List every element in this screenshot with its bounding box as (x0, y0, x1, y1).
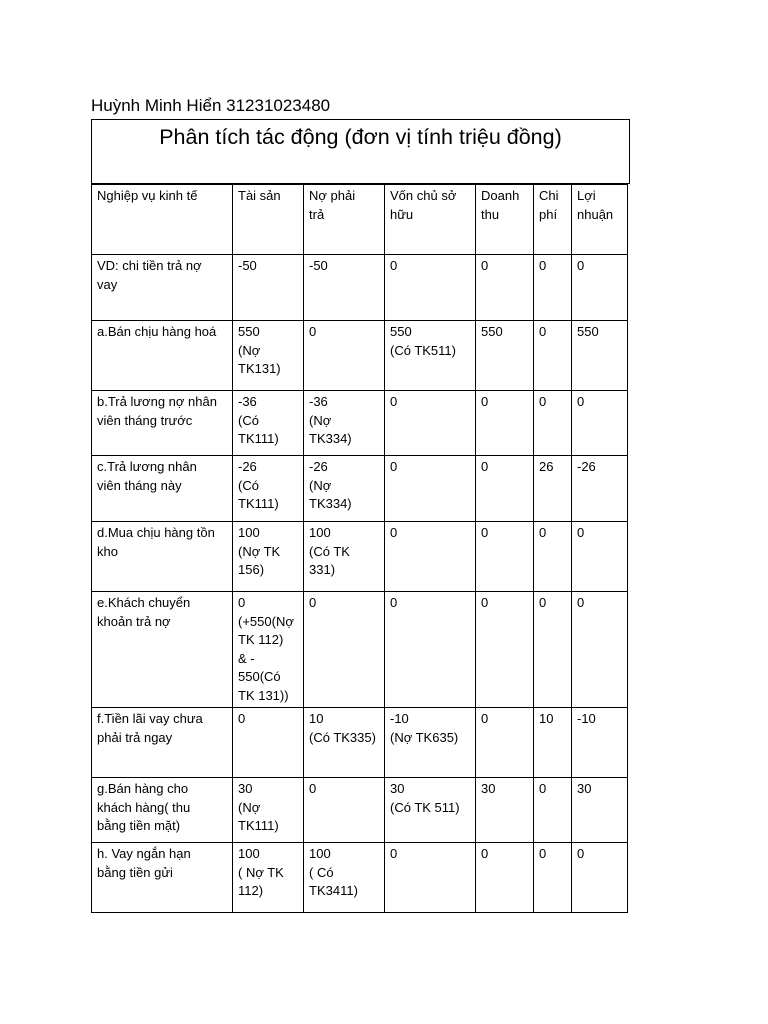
impact-analysis-table (91, 184, 628, 913)
cell-line: Lợi (577, 188, 596, 203)
cell-equity (385, 255, 476, 321)
cell-line: 0 (481, 459, 489, 474)
cell-line: 0 (539, 258, 547, 273)
cell-line: 550 (481, 324, 503, 339)
cell-line: 0 (577, 525, 585, 540)
cell-profit (572, 321, 628, 391)
table-row (92, 456, 628, 522)
cell-liabilities (304, 778, 385, 843)
cell-transaction (92, 843, 233, 913)
cell-line: TK3411) (309, 883, 358, 898)
cell-line: 26 (539, 459, 554, 474)
cell-equity (385, 456, 476, 522)
cell-line: TK111) (238, 431, 279, 446)
cell-line: trả (309, 206, 325, 222)
cell-liabilities (304, 708, 385, 778)
cell-assets (233, 321, 304, 391)
cell-line: 0 (390, 258, 398, 273)
cell-revenue (476, 321, 534, 391)
table-row (92, 843, 628, 913)
cell-transaction (92, 456, 233, 522)
cell-profit (572, 391, 628, 456)
cell-line: (Có TK 511) (390, 799, 460, 815)
cell-assets (233, 391, 304, 456)
cell-line: TK 131)) (238, 687, 289, 703)
cell-line: (Nợ (238, 342, 261, 358)
cell-line: 30 (577, 781, 592, 796)
cell-line: thu (481, 206, 500, 222)
header-cell-transaction (92, 185, 233, 255)
cell-line: 0 (390, 846, 398, 861)
cell-assets (233, 843, 304, 913)
cell-line: kho (97, 543, 118, 559)
cell-line: TK334) (309, 431, 352, 446)
cell-line: -10 (577, 711, 596, 726)
cell-line: viên tháng này (97, 477, 182, 493)
cell-line: 0 (390, 525, 398, 540)
cell-line: 0 (539, 394, 547, 409)
cell-transaction (92, 778, 233, 843)
cell-line: d.Mua chịu hàng tồn (97, 525, 215, 540)
cell-line: 0 (309, 324, 317, 339)
cell-revenue (476, 391, 534, 456)
cell-line: (Nợ (309, 477, 332, 493)
cell-line: 0 (539, 525, 547, 540)
table-row (92, 778, 628, 843)
cell-revenue (476, 255, 534, 321)
cell-line: (Có (238, 477, 259, 493)
cell-line: (Có TK335) (309, 729, 376, 745)
cell-line: 100 (238, 525, 260, 540)
table-row (92, 321, 628, 391)
cell-line: TK131) (238, 361, 281, 376)
header-cell-assets (233, 185, 304, 255)
cell-line: 156) (238, 562, 265, 577)
cell-line: 0 (481, 846, 489, 861)
cell-line: e.Khách chuyển (97, 595, 191, 610)
cell-transaction (92, 255, 233, 321)
cell-line: VD: chi tiền trả nợ (97, 258, 202, 273)
cell-line: 550 (577, 324, 599, 339)
cell-line: 0 (481, 394, 489, 409)
cell-line: nhuận (577, 206, 614, 222)
cell-expense (534, 708, 572, 778)
cell-line: 0 (390, 595, 398, 610)
table-row (92, 708, 628, 778)
cell-line: (Có TK511) (390, 342, 456, 358)
cell-liabilities (304, 592, 385, 708)
cell-line: TK 112) (238, 632, 284, 647)
cell-expense (534, 321, 572, 391)
cell-profit (572, 592, 628, 708)
table-header-row (92, 185, 628, 255)
cell-equity (385, 391, 476, 456)
cell-line: 100 (309, 846, 331, 861)
cell-line: b.Trả lương nợ nhân (97, 394, 217, 409)
cell-transaction (92, 321, 233, 391)
cell-line: (Nợ (238, 799, 261, 815)
cell-equity (385, 778, 476, 843)
cell-equity (385, 522, 476, 592)
cell-revenue (476, 708, 534, 778)
cell-assets (233, 778, 304, 843)
cell-transaction (92, 708, 233, 778)
cell-equity (385, 843, 476, 913)
cell-line: 100 (238, 846, 260, 861)
cell-line: ( Có (309, 864, 334, 880)
cell-line: 10 (309, 711, 324, 726)
header-cell-equity (385, 185, 476, 255)
cell-line: TK111) (238, 496, 279, 511)
cell-line: 0 (481, 525, 489, 540)
cell-transaction (92, 592, 233, 708)
cell-assets (233, 456, 304, 522)
cell-line: -26 (238, 459, 257, 474)
cell-line: hữu (390, 206, 414, 222)
cell-line: 0 (238, 595, 246, 610)
cell-profit (572, 255, 628, 321)
cell-equity (385, 592, 476, 708)
cell-line: 0 (481, 711, 489, 726)
cell-line: 0 (390, 459, 398, 474)
cell-line: a.Bán chịu hàng hoá (97, 324, 217, 339)
cell-line: & - (238, 650, 255, 666)
cell-line: 30 (238, 781, 253, 796)
cell-liabilities (304, 456, 385, 522)
cell-expense (534, 778, 572, 843)
cell-line: (Nợ TK (238, 543, 281, 559)
cell-line: (Có (238, 412, 259, 428)
cell-line: 0 (539, 781, 547, 796)
cell-line: 100 (309, 525, 331, 540)
cell-line: -26 (309, 459, 328, 474)
cell-line: (Có TK (309, 543, 350, 559)
cell-revenue (476, 456, 534, 522)
cell-line: -36 (309, 394, 328, 409)
cell-expense (534, 255, 572, 321)
cell-line: g.Bán hàng cho (97, 781, 189, 796)
cell-revenue (476, 592, 534, 708)
cell-line: -10 (390, 711, 409, 726)
table-row (92, 522, 628, 592)
cell-line: (+550(Nợ (238, 613, 294, 629)
header-cell-profit (572, 185, 628, 255)
cell-line: 550(Có (238, 669, 281, 684)
cell-line: 0 (481, 258, 489, 273)
cell-line: 0 (539, 846, 547, 861)
cell-line: (Nợ TK635) (390, 729, 459, 745)
cell-revenue (476, 522, 534, 592)
cell-expense (534, 391, 572, 456)
cell-equity (385, 708, 476, 778)
cell-line: vay (97, 276, 118, 292)
title-box (91, 119, 630, 184)
cell-line: 0 (577, 394, 585, 409)
cell-line: 112) (238, 883, 264, 898)
cell-line: Nợ phải (309, 188, 356, 203)
cell-assets (233, 592, 304, 708)
cell-liabilities (304, 843, 385, 913)
cell-line: phải trả ngay (97, 729, 173, 745)
page-title: Phân tích tác động (đơn vị tính triệu đồng) (159, 125, 562, 149)
cell-assets (233, 255, 304, 321)
cell-expense (534, 592, 572, 708)
cell-line: 0 (309, 781, 317, 796)
cell-expense (534, 456, 572, 522)
cell-line: bằng tiền gửi (97, 864, 173, 880)
cell-transaction (92, 522, 233, 592)
table-row (92, 592, 628, 708)
cell-line: 0 (577, 258, 585, 273)
cell-line: 550 (238, 324, 260, 339)
cell-line: 0 (539, 595, 547, 610)
cell-line: 0 (577, 846, 585, 861)
cell-line: 0 (390, 394, 398, 409)
cell-line: viên tháng trước (97, 412, 193, 428)
header-cell-revenue (476, 185, 534, 255)
cell-line: h. Vay ngắn hạn (97, 846, 191, 861)
cell-line: 0 (539, 324, 547, 339)
cell-profit (572, 456, 628, 522)
cell-line: 0 (481, 595, 489, 610)
cell-assets (233, 522, 304, 592)
cell-line: Vốn chủ sở (390, 188, 457, 203)
cell-liabilities (304, 391, 385, 456)
cell-line: 550 (390, 324, 412, 339)
cell-line: bằng tiền mặt) (97, 818, 181, 833)
cell-liabilities (304, 321, 385, 391)
cell-line: ( Nợ TK (238, 864, 284, 880)
cell-profit (572, 843, 628, 913)
cell-line: 10 (539, 711, 554, 726)
cell-line: -50 (309, 258, 328, 273)
cell-profit (572, 778, 628, 843)
cell-profit (572, 708, 628, 778)
cell-line: 331) (309, 562, 336, 577)
cell-line: Doanh (481, 188, 520, 203)
cell-line: TK334) (309, 496, 352, 511)
cell-line: phí (539, 206, 558, 222)
cell-expense (534, 843, 572, 913)
cell-line: (Nợ (309, 412, 332, 428)
cell-line: TK111) (238, 818, 279, 833)
cell-assets (233, 708, 304, 778)
cell-line: -26 (577, 459, 596, 474)
cell-revenue (476, 843, 534, 913)
table-row (92, 255, 628, 321)
cell-line: 0 (238, 711, 246, 726)
cell-line: -36 (238, 394, 257, 409)
cell-line: khoản trả nợ (97, 613, 171, 629)
cell-line: khách hàng( thu (97, 799, 191, 815)
cell-liabilities (304, 255, 385, 321)
cell-transaction (92, 391, 233, 456)
cell-line: 0 (309, 595, 317, 610)
cell-liabilities (304, 522, 385, 592)
cell-equity (385, 321, 476, 391)
header-cell-expense (534, 185, 572, 255)
cell-expense (534, 522, 572, 592)
cell-line: Tài sản (238, 188, 281, 203)
cell-revenue (476, 778, 534, 843)
cell-line: 0 (577, 595, 585, 610)
table-row (92, 391, 628, 456)
author-name: Huỳnh Minh Hiển 31231023480 (91, 96, 331, 115)
cell-line: c.Trả lương nhân (97, 459, 197, 474)
cell-line: -50 (238, 258, 257, 273)
cell-line: 30 (481, 781, 496, 796)
cell-line: Chi (539, 188, 559, 203)
header-cell-liabilities (304, 185, 385, 255)
cell-line: f.Tiền lãi vay chưa (97, 711, 203, 726)
cell-line: Nghiệp vụ kinh tế (97, 188, 198, 203)
cell-line: 30 (390, 781, 405, 796)
cell-profit (572, 522, 628, 592)
